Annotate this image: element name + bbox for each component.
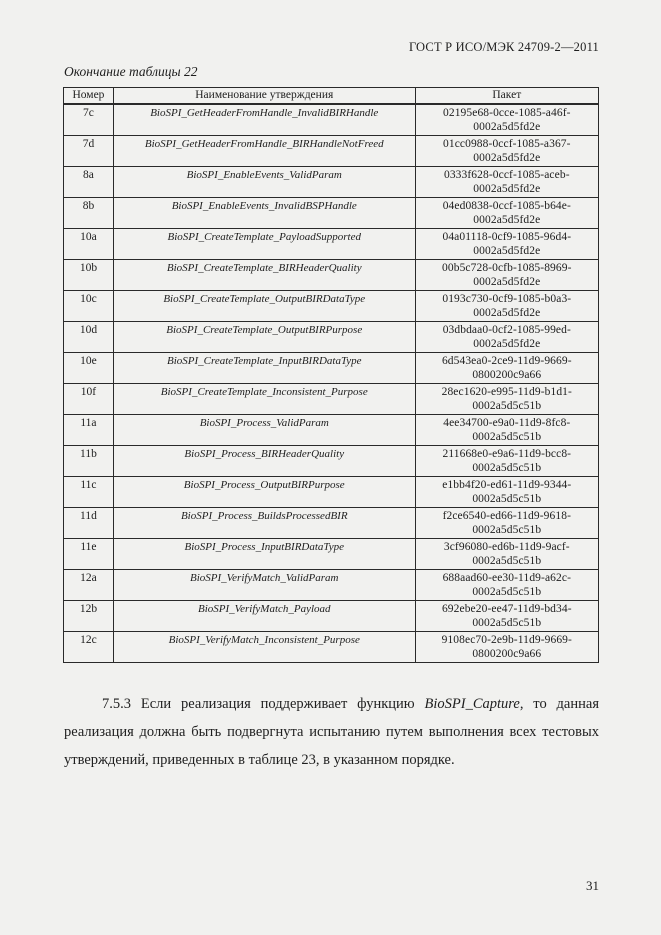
table-row: [64, 415, 599, 446]
package-line-1: 4ee34700-e9a0-11d9-8fc8-: [443, 417, 571, 429]
cell-package: [415, 198, 598, 229]
package-line-2: 0002a5d5fd2e: [473, 307, 541, 319]
cell-package: [415, 167, 598, 198]
package-line-1: 3cf96080-ed6b-11d9-9acf-: [443, 541, 570, 553]
cell-number: 11c: [64, 477, 114, 508]
cell-package: [415, 446, 598, 477]
cell-assertion-name: BioSPI_Process_BuildsProcessedBIR: [113, 508, 415, 539]
package-line-2: 0002a5d5fd2e: [473, 121, 541, 133]
cell-package: [415, 229, 598, 260]
package-line-2: 0002a5d5c51b: [472, 524, 542, 536]
table-row: [64, 322, 599, 353]
package-line-2: 0002a5d5fd2e: [473, 183, 541, 195]
package-line-1: 02195e68-0cce-1085-a46f-: [443, 107, 571, 119]
cell-assertion-name: BioSPI_Process_BIRHeaderQuality: [113, 446, 415, 477]
cell-number: 11d: [64, 508, 114, 539]
cell-assertion-name: BioSPI_VerifyMatch_Inconsistent_Purpose: [113, 632, 415, 663]
package-line-2: 0002a5d5c51b: [472, 617, 542, 629]
cell-number: 10f: [64, 384, 114, 415]
cell-assertion-name: BioSPI_CreateTemplate_Inconsistent_Purpose: [113, 384, 415, 415]
table-body: [64, 104, 599, 663]
assertions-table: [63, 87, 599, 663]
cell-number: 10d: [64, 322, 114, 353]
package-line-2: 0002a5d5c51b: [472, 555, 542, 567]
section-paragraph: [64, 690, 599, 774]
package-line-1: 03dbdaa0-0cf2-1085-99ed-: [442, 324, 571, 336]
cell-number: 11b: [64, 446, 114, 477]
cell-number: 10b: [64, 260, 114, 291]
cell-number: 10e: [64, 353, 114, 384]
package-line-1: 0193c730-0cf9-1085-b0a3-: [442, 293, 572, 305]
cell-package: [415, 384, 598, 415]
package-line-2: 0800200c9a66: [472, 369, 542, 381]
package-line-1: 688aad60-ee30-11d9-a62c-: [442, 572, 571, 584]
cell-package: [415, 601, 598, 632]
package-line-2: 0002a5d5c51b: [472, 431, 542, 443]
package-line-1: 692ebe20-ee47-11d9-bd34-: [441, 603, 572, 615]
package-line-2: 0800200c9a66: [472, 648, 542, 660]
table-row: [64, 632, 599, 663]
cell-assertion-name: BioSPI_CreateTemplate_OutputBIRDataType: [113, 291, 415, 322]
page-number: 31: [586, 878, 599, 893]
cell-package: [415, 291, 598, 322]
package-line-2: 0002a5d5fd2e: [473, 338, 541, 350]
column-header-number: Номер: [64, 88, 114, 105]
cell-number: 7d: [64, 136, 114, 167]
table-row: [64, 291, 599, 322]
package-line-1: 04a01118-0cf9-1085-96d4-: [442, 231, 572, 243]
paragraph-function-name: BioSPI_Capture: [424, 696, 520, 712]
package-line-1: e1bb4f20-ed61-11d9-9344-: [442, 479, 572, 491]
package-line-2: 0002a5d5c51b: [472, 462, 542, 474]
cell-number: 10c: [64, 291, 114, 322]
package-line-1: f2ce6540-ed66-11d9-9618-: [442, 510, 572, 522]
package-line-1: 00b5c728-0cfb-1085-8969-: [442, 262, 572, 274]
cell-assertion-name: BioSPI_GetHeaderFromHandle_BIRHandleNotFreed: [113, 136, 415, 167]
cell-package: [415, 260, 598, 291]
package-line-1: 211668e0-e9a6-11d9-bcc8-: [442, 448, 572, 460]
cell-package: [415, 508, 598, 539]
table-row: [64, 384, 599, 415]
cell-assertion-name: BioSPI_VerifyMatch_ValidParam: [113, 570, 415, 601]
table-row: [64, 477, 599, 508]
cell-number: 11a: [64, 415, 114, 446]
cell-assertion-name: BioSPI_Process_OutputBIRPurpose: [113, 477, 415, 508]
cell-package: [415, 415, 598, 446]
package-line-2: 0002a5d5fd2e: [473, 245, 541, 257]
table-row: [64, 260, 599, 291]
cell-package: [415, 477, 598, 508]
paragraph-text-before: 7.5.3 Если реализация поддерживает функцию: [102, 696, 425, 712]
cell-assertion-name: BioSPI_CreateTemplate_InputBIRDataType: [113, 353, 415, 384]
package-line-1: 28ec1620-e995-11d9-b1d1-: [441, 386, 572, 398]
cell-number: 7c: [64, 104, 114, 136]
package-line-1: 04ed0838-0ccf-1085-b64e-: [442, 200, 571, 212]
cell-number: 8a: [64, 167, 114, 198]
table-header-row: [64, 88, 599, 105]
cell-package: [415, 353, 598, 384]
cell-number: 8b: [64, 198, 114, 229]
table-row: [64, 167, 599, 198]
cell-package: [415, 104, 598, 136]
table-row: [64, 570, 599, 601]
cell-number: 11e: [64, 539, 114, 570]
cell-assertion-name: BioSPI_GetHeaderFromHandle_InvalidBIRHandle: [113, 104, 415, 136]
cell-assertion-name: BioSPI_EnableEvents_InvalidBSPHandle: [113, 198, 415, 229]
table-row: [64, 104, 599, 136]
cell-assertion-name: BioSPI_VerifyMatch_Payload: [113, 601, 415, 632]
cell-number: 12c: [64, 632, 114, 663]
package-line-2: 0002a5d5c51b: [472, 586, 542, 598]
column-header-assertion-name: Наименование утверждения: [113, 88, 415, 105]
table-caption: Окончание таблицы 22: [64, 64, 198, 79]
cell-number: 12b: [64, 601, 114, 632]
cell-assertion-name: BioSPI_EnableEvents_ValidParam: [113, 167, 415, 198]
package-line-1: 9108ec70-2e9b-11d9-9669-: [441, 634, 572, 646]
table-row: [64, 229, 599, 260]
column-header-package: Пакет: [415, 88, 598, 105]
package-line-2: 0002a5d5c51b: [472, 400, 542, 412]
paragraph-text-after: , то данная реализация должна быть подвергнута испытанию путем выполнения всех тестовых утверждений, приведенных в таблице 23, в указанном порядке.: [64, 696, 599, 768]
package-line-2: 0002a5d5fd2e: [473, 214, 541, 226]
cell-package: [415, 539, 598, 570]
page-header-standard: ГОСТ Р ИСО/МЭК 24709-2—2011: [408, 40, 599, 54]
cell-assertion-name: BioSPI_CreateTemplate_BIRHeaderQuality: [113, 260, 415, 291]
package-line-2: 0002a5d5c51b: [472, 493, 542, 505]
table-row: [64, 136, 599, 167]
cell-assertion-name: BioSPI_Process_InputBIRDataType: [113, 539, 415, 570]
table-row: [64, 446, 599, 477]
cell-package: [415, 136, 598, 167]
cell-assertion-name: BioSPI_Process_ValidParam: [113, 415, 415, 446]
table-row: [64, 353, 599, 384]
cell-number: 10a: [64, 229, 114, 260]
table-row: [64, 198, 599, 229]
cell-package: [415, 570, 598, 601]
cell-number: 12a: [64, 570, 114, 601]
table-row: [64, 508, 599, 539]
cell-assertion-name: BioSPI_CreateTemplate_OutputBIRPurpose: [113, 322, 415, 353]
table-row: [64, 539, 599, 570]
cell-package: [415, 632, 598, 663]
package-line-1: 6d543ea0-2ce9-11d9-9669-: [441, 355, 572, 367]
package-line-2: 0002a5d5fd2e: [473, 276, 541, 288]
package-line-2: 0002a5d5fd2e: [473, 152, 541, 164]
package-line-1: 01cc0988-0ccf-1085-a367-: [443, 138, 571, 150]
table-row: [64, 601, 599, 632]
cell-assertion-name: BioSPI_CreateTemplate_PayloadSupported: [113, 229, 415, 260]
package-line-1: 0333f628-0ccf-1085-aceb-: [443, 169, 570, 181]
cell-package: [415, 322, 598, 353]
